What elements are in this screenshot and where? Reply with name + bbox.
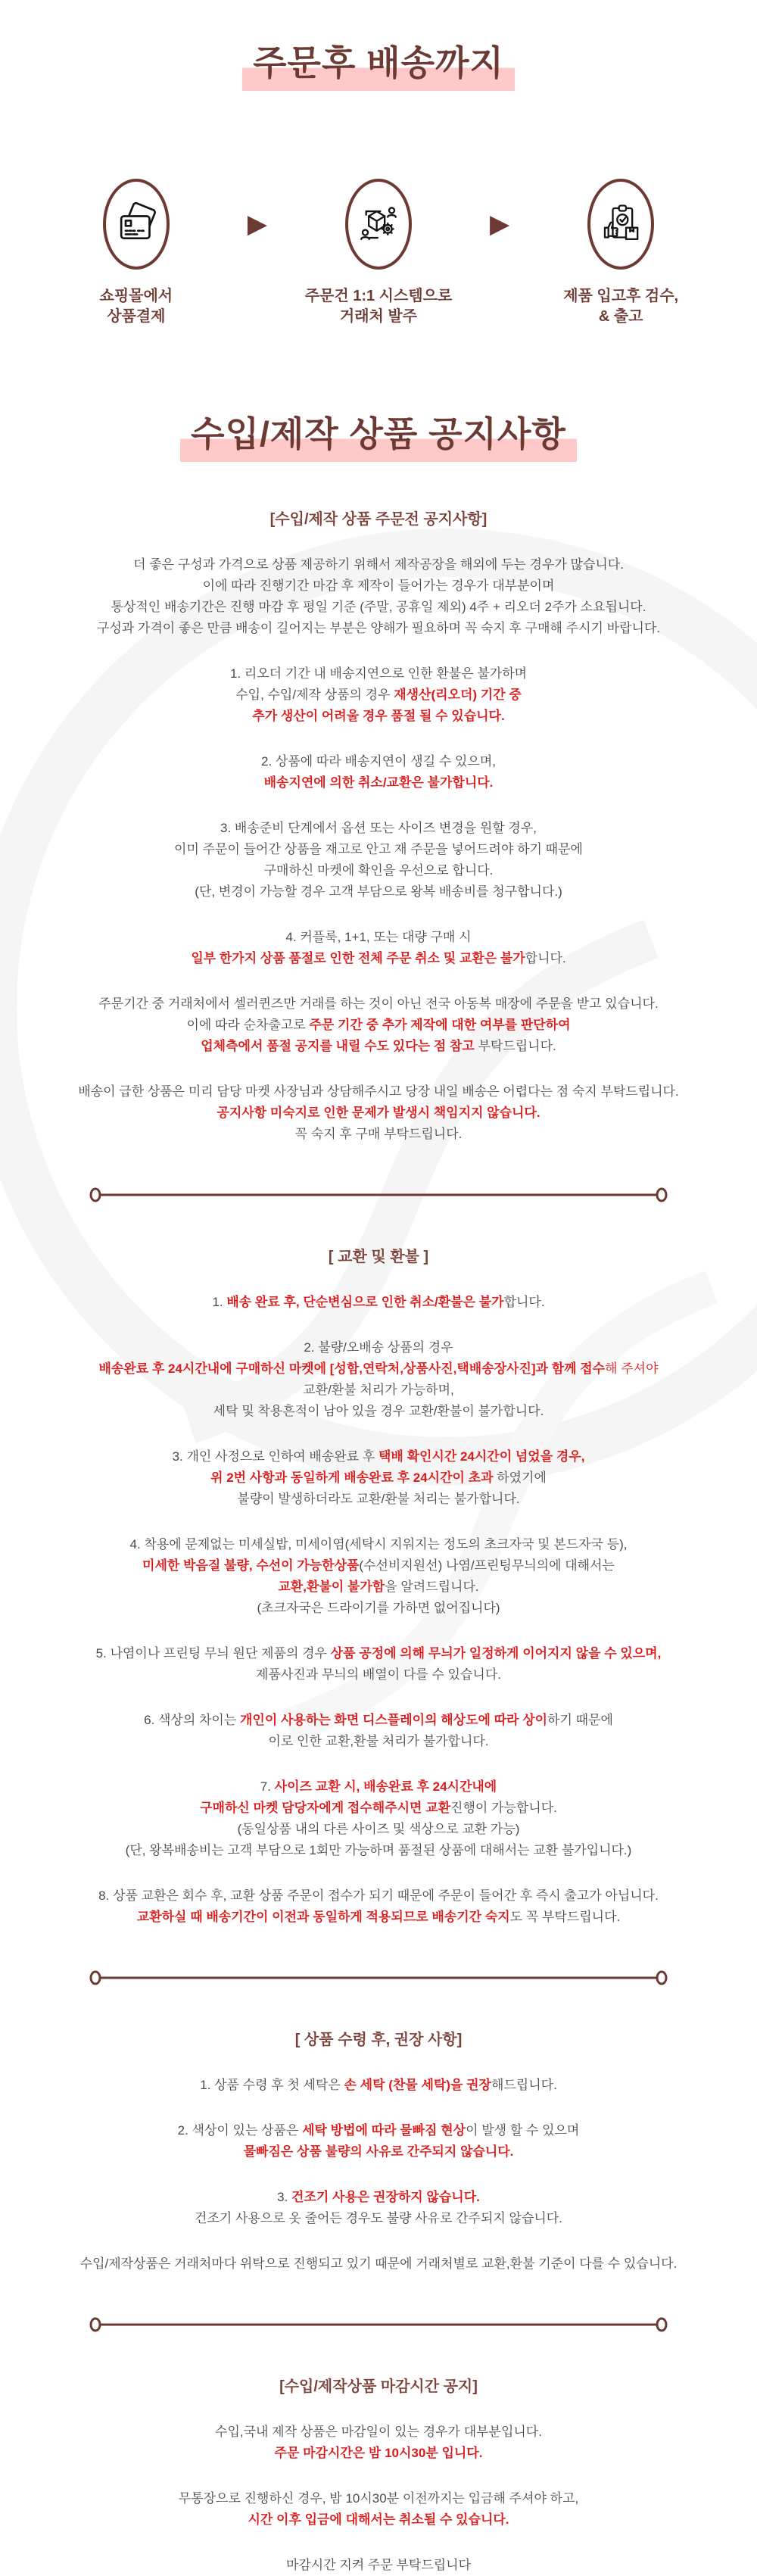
section-divider <box>89 2317 668 2332</box>
text-segment: 제품사진과 무늬의 배열이 다를 수 있습니다. <box>256 1667 501 1682</box>
notice-paragraph <box>0 1643 757 1686</box>
text-segment: 배송 완료 후, 단순변심으로 인한 취소/환불은 불가 <box>226 1295 504 1309</box>
notice-line <box>0 1292 757 1313</box>
notice-line <box>0 881 757 903</box>
text-segment: 5. 나염이나 프린팅 무늬 원단 제품의 경우 <box>95 1646 331 1661</box>
notice-line <box>0 927 757 948</box>
process-step-inspection-shipping <box>538 179 703 327</box>
section-heading: [수입/제작 상품 주문전 공지사항] <box>269 511 488 528</box>
section-divider <box>89 1187 668 1202</box>
text-segment: 2. 불량/오배송 상품의 경우 <box>304 1340 453 1355</box>
text-segment: 합니다. <box>503 1295 545 1309</box>
section-heading: [ 상품 수령 후, 권장 사항] <box>294 2032 463 2048</box>
text-segment: 해드립니다. <box>491 2078 557 2092</box>
text-segment: 이에 따라 순차출고로 <box>186 1018 310 1032</box>
notice-paragraph <box>0 2120 757 2163</box>
text-segment: 3. 개인 사정으로 인하여 배송완료 후 <box>172 1449 378 1464</box>
text-segment: 구매하신 마켓에 확인을 우선으로 합니다. <box>263 863 494 878</box>
notice-line <box>0 1358 757 1380</box>
notice-line <box>0 2141 757 2163</box>
text-segment: 구성과 가격이 좋은 만큼 배송이 길어지는 부분은 양해가 필요하며 꼭 숙지 후 구매해 주시기 바랍니다. <box>96 621 661 635</box>
text-segment: 구매하신 마켓 담당자에게 접수해주시면 교환 <box>200 1801 451 1815</box>
text-segment: 무통장으로 진행하신 경우, 밤 10시30분 이전까지는 입금해 주셔야 하고, <box>178 2491 579 2506</box>
text-segment: 공지사항 미숙지로 인한 문제가 발생시 책임지지 않습니다. <box>217 1106 540 1120</box>
notice-line <box>0 706 757 727</box>
notice-line <box>0 2488 757 2509</box>
text-segment: 1. 리오더 기간 내 배송지연으로 인한 환불은 불가하며 <box>229 666 528 681</box>
text-segment: 물빠짐은 상품 불량의 사유로 간주되지 않습니다. <box>243 2144 514 2159</box>
section-heading: [ 교환 및 환불 ] <box>328 1249 429 1265</box>
notice-line <box>0 1710 757 1731</box>
notice-title-section <box>0 412 757 462</box>
credit-card-icon <box>115 203 157 245</box>
text-segment: 세탁 방법에 따라 물빠짐 현상 <box>302 2123 466 2138</box>
notice-line <box>0 1489 757 1510</box>
notice-line <box>0 2422 757 2443</box>
text-segment: 재생산(리오더) 기간 중 <box>394 688 522 702</box>
text-segment: 더 좋은 구성과 가격으로 상품 제공하기 위해서 제작공장을 해외에 두는 경우가 많습니다. <box>133 557 624 572</box>
notice-paragraph <box>0 1534 757 1619</box>
text-segment: 일부 한가지 상품 품절로 인한 전체 주문 취소 및 교환은 불가 <box>191 951 525 965</box>
notice-line <box>0 860 757 881</box>
process-step-payment <box>54 179 219 327</box>
text-segment: 건조기 사용으로 옷 줄어든 경우도 불량 사유로 간주되지 않습니다. <box>195 2211 562 2225</box>
text-segment: (수선비지원선) 나염/프린팅무늬의에 대해서는 <box>359 1558 615 1573</box>
notice-line <box>0 993 757 1015</box>
text-segment: 손 세탁 (찬물 세탁)을 권장 <box>344 2078 491 2092</box>
text-segment: 꼭 숙지 후 구매 부탁드립니다. <box>294 1127 463 1141</box>
notice-line <box>0 2509 757 2531</box>
section-heading: [수입/제작상품 마감시간 공지] <box>279 2378 478 2395</box>
step-label-line: & 출고 <box>598 308 643 325</box>
text-segment: 도 꼭 부탁드립니다. <box>509 1910 621 1924</box>
notice-line <box>0 618 757 639</box>
text-segment: 6. 색상의 차이는 <box>144 1713 240 1727</box>
text-segment: 사이즈 교환 시, 배송완료 후 24시간내에 <box>274 1779 497 1794</box>
step-label-line: 거래처 발주 <box>339 308 418 325</box>
text-segment: 교환/환불 처리가 가능하며, <box>303 1383 454 1397</box>
notice-line <box>0 2443 757 2464</box>
notice-line <box>0 1555 757 1576</box>
text-segment: 마감시간 지켜 주문 부탁드립니다 <box>285 2558 472 2572</box>
hero-section <box>0 0 757 91</box>
text-segment: 배송지연에 의한 취소/교환은 불가합니다. <box>263 775 494 790</box>
divider-end-ring <box>657 1972 666 1984</box>
text-segment: 하기 때문에 <box>547 1713 613 1727</box>
notice-line <box>0 2075 757 2096</box>
step-label-line: 쇼핑몰에서 <box>99 288 173 304</box>
text-segment: 위 2번 사항과 동일하게 배송완료 후 24시간이 초과 <box>210 1470 494 1485</box>
divider-end-ring <box>657 2319 666 2331</box>
text-segment: 배송이 급한 상품은 미리 담당 마켓 사장님과 상담해주시고 당장 내일 배송은 어렵다는 점 숙지 부탁드립니다. <box>78 1084 679 1099</box>
notice-paragraph <box>0 1337 757 1422</box>
notice-line <box>0 818 757 839</box>
text-segment: 3. <box>277 2190 292 2204</box>
notice-line <box>0 1731 757 1752</box>
text-segment: 이미 주문이 들어간 상품을 재고로 안고 재 주문을 넣어드려야 하기 때문에 <box>174 842 583 856</box>
divider-end-ring <box>91 2319 100 2331</box>
text-segment: 3. 배송준비 단계에서 옵션 또는 사이즈 변경을 원할 경우, <box>220 821 537 835</box>
text-segment: 수입, 수입/제작 상품의 경우 <box>235 688 394 702</box>
step-label <box>563 286 678 327</box>
text-segment: 이로 인한 교환,환불 처리가 불가합니다. <box>268 1734 489 1748</box>
notice-line <box>0 1534 757 1555</box>
text-segment: 2. 상품에 따라 배송지연이 생길 수 있으며, <box>261 754 496 769</box>
text-segment: 시간 이후 입금에 대해서는 취소될 수 있습니다. <box>248 2512 509 2527</box>
notice-line <box>0 1015 757 1036</box>
notice-line <box>0 1907 757 1928</box>
text-segment: 세탁 및 착용흔적이 남아 있을 경우 교환/환불이 불가합니다. <box>213 1404 544 1418</box>
notice-title: 수입/제작 상품 공지사항 <box>180 412 577 462</box>
notice-paragraph <box>0 2555 757 2576</box>
notice-paragraph <box>0 1885 757 1928</box>
notice-line <box>0 1576 757 1598</box>
arrow-right-icon: ▶ <box>247 210 267 239</box>
notice-line <box>0 1598 757 1619</box>
notice-paragraph <box>0 927 757 969</box>
notice-paragraph <box>0 1081 757 1145</box>
text-segment: 교환,환불이 불가함 <box>278 1580 385 1594</box>
notice-paragraph <box>0 1710 757 1752</box>
notice-paragraph <box>0 2422 757 2464</box>
notice-line <box>0 663 757 685</box>
divider-end-ring <box>657 1189 666 1201</box>
text-segment: 개인이 사용하는 화면 디스플레이의 해상도에 따라 상이 <box>240 1713 548 1727</box>
step-circle <box>587 179 654 270</box>
notice-line <box>0 2555 757 2576</box>
step-label-line: 제품 입고후 검수, <box>563 288 679 304</box>
text-segment: 1. <box>212 1295 227 1309</box>
notice-line <box>0 1036 757 1057</box>
inspect-ship-icon <box>600 203 642 245</box>
notice-line <box>0 2208 757 2229</box>
notice-paragraph <box>0 663 757 727</box>
notice-line <box>0 1819 757 1840</box>
notice-line <box>0 1840 757 1861</box>
text-segment: 통상적인 배송기간은 진행 마감 후 평일 기준 (주말, 공휴일 제외) 4주 + 리오더 2주가 소요됩니다. <box>111 600 646 614</box>
notice-line <box>0 2187 757 2208</box>
notice-paragraph <box>0 2488 757 2531</box>
notice-line <box>0 597 757 618</box>
text-segment: 해 주셔야 <box>605 1361 659 1376</box>
arrow-right-icon: ▶ <box>490 210 510 239</box>
notice-line <box>0 1664 757 1686</box>
step-circle <box>103 179 170 270</box>
notice-line <box>0 948 757 969</box>
text-segment: 주문기간 중 거래처에서 셀러퀸즈만 거래를 하는 것이 아닌 전국 아동복 매장에 주문을 받고 있습니다. <box>98 996 659 1011</box>
notice-line <box>0 751 757 772</box>
notice-paragraph <box>0 2253 757 2275</box>
order-system-icon <box>357 203 400 245</box>
notice-paragraph <box>0 993 757 1057</box>
step-label <box>100 286 173 327</box>
text-segment: 2. 색상이 있는 상품은 <box>177 2123 303 2138</box>
notice-line <box>0 1643 757 1664</box>
notice-line <box>0 2120 757 2141</box>
text-segment: 수입,국내 제작 상품은 마감일이 있는 경우가 대부분입니다. <box>215 2425 542 2439</box>
notice-line <box>0 1124 757 1145</box>
text-segment: 하였기에 <box>493 1470 547 1485</box>
notice-paragraph <box>0 2075 757 2096</box>
notice-line <box>0 1380 757 1401</box>
text-segment: 추가 생산이 어려울 경우 품절 될 수 있습니다. <box>252 709 505 723</box>
notice-line <box>0 1337 757 1358</box>
text-segment: 이 발생 할 수 있으며 <box>466 2123 580 2138</box>
notice-line <box>0 1467 757 1489</box>
divider-end-ring <box>91 1189 100 1201</box>
step-label-line: 주문건 1:1 시스템으로 <box>304 288 453 304</box>
notice-line <box>0 1885 757 1907</box>
text-segment: 주문 기간 중 추가 제작에 대한 여부를 판단하여 <box>309 1018 571 1032</box>
text-segment: 이에 따라 진행기간 마감 후 제작이 들어가는 경우가 대부분이며 <box>202 579 555 593</box>
notice-line <box>0 554 757 575</box>
notice-paragraph <box>0 2187 757 2229</box>
text-segment: 업체측에서 품절 공지를 내릴 수도 있다는 점 참고 <box>201 1039 475 1053</box>
text-segment: 미세한 박음질 불량, 수선이 가능한상품 <box>142 1558 360 1573</box>
text-segment: 부탁드립니다. <box>474 1039 556 1053</box>
notice-line <box>0 1102 757 1124</box>
page-title: 주문후 배송까지 <box>242 41 515 91</box>
text-segment: 택배 확인시간 24시간이 넘었을 경우, <box>378 1449 585 1464</box>
process-step-order-system <box>296 179 461 327</box>
notice-line <box>0 1446 757 1467</box>
step-circle <box>345 179 412 270</box>
notice-line <box>0 1401 757 1422</box>
text-segment: 건조기 사용은 권장하지 않습니다. <box>291 2190 480 2204</box>
notice-line <box>0 575 757 597</box>
text-segment: 4. 커플룩, 1+1, 또는 대량 구매 시 <box>285 930 472 944</box>
text-segment: 배송완료 후 24시간내에 구매하신 마켓에 [성함,연락처,상품사진,택배송장사진]과 함께 접수 <box>98 1361 606 1376</box>
notice-paragraph <box>0 1292 757 1313</box>
divider-end-ring <box>91 1972 100 1984</box>
notice-paragraph <box>0 554 757 639</box>
notice-line <box>0 685 757 706</box>
text-segment: 수입/제작상품은 거래처마다 위탁으로 진행되고 있기 때문에 거래처별로 교환,환불 기준이 다를 수 있습니다. <box>79 2256 678 2271</box>
text-segment: (단, 변경이 가능할 경우 고객 부담으로 왕복 배송비를 청구합니다.) <box>195 884 562 899</box>
text-segment: 1. 상품 수령 후 첫 세탁은 <box>200 2078 344 2092</box>
notice-line <box>0 1776 757 1798</box>
text-segment: 8. 상품 교환은 회수 후, 교환 상품 주문이 접수가 되기 때문에 주문이 들어간 후 즉시 출고가 아닙니다. <box>98 1888 659 1903</box>
text-segment: (초크자국은 드라이기를 가하면 없어집니다) <box>257 1601 500 1615</box>
text-segment: 상품 공정에 의해 무늬가 일정하게 이어지지 않을 수 있으며, <box>330 1646 662 1661</box>
text-segment: 주문 마감시간은 밤 10시30분 입니다. <box>274 2446 483 2460</box>
notice-line <box>0 1798 757 1819</box>
order-process-steps <box>0 179 757 327</box>
notice-paragraph <box>0 1446 757 1510</box>
text-segment: 진행이 가능합니다. <box>450 1801 557 1815</box>
step-label-line: 상품결제 <box>107 308 166 325</box>
notice-line <box>0 1081 757 1102</box>
notice-paragraph <box>0 751 757 794</box>
text-segment: 4. 착용에 문제없는 미세실밥, 미세이염(세탁시 지워지는 정도의 초크자국 및 본드자국 등), <box>129 1537 628 1552</box>
notice-line <box>0 772 757 794</box>
text-segment: 불량이 발생하더라도 교환/환불 처리는 불가합니다. <box>237 1492 520 1506</box>
notice-body <box>0 509 757 2576</box>
text-segment: 7. <box>260 1779 275 1794</box>
notice-paragraph <box>0 818 757 903</box>
step-label <box>305 286 453 327</box>
section-divider <box>89 1970 668 1985</box>
notice-line <box>0 839 757 860</box>
text-segment: (단, 왕복배송비는 고객 부담으로 1회만 가능하며 품절된 상품에 대해서는 교환 불가입니다.) <box>125 1843 632 1857</box>
text-segment: 교환하실 때 배송기간이 이전과 동일하게 적용되므로 배송기간 숙지 <box>136 1910 510 1924</box>
notice-paragraph <box>0 1776 757 1861</box>
text-segment: 합니다. <box>525 951 566 965</box>
text-segment: (동일상품 내의 다른 사이즈 및 색상으로 교환 가능) <box>237 1822 520 1836</box>
notice-line <box>0 2253 757 2275</box>
text-segment: 을 알려드립니다. <box>385 1580 479 1594</box>
